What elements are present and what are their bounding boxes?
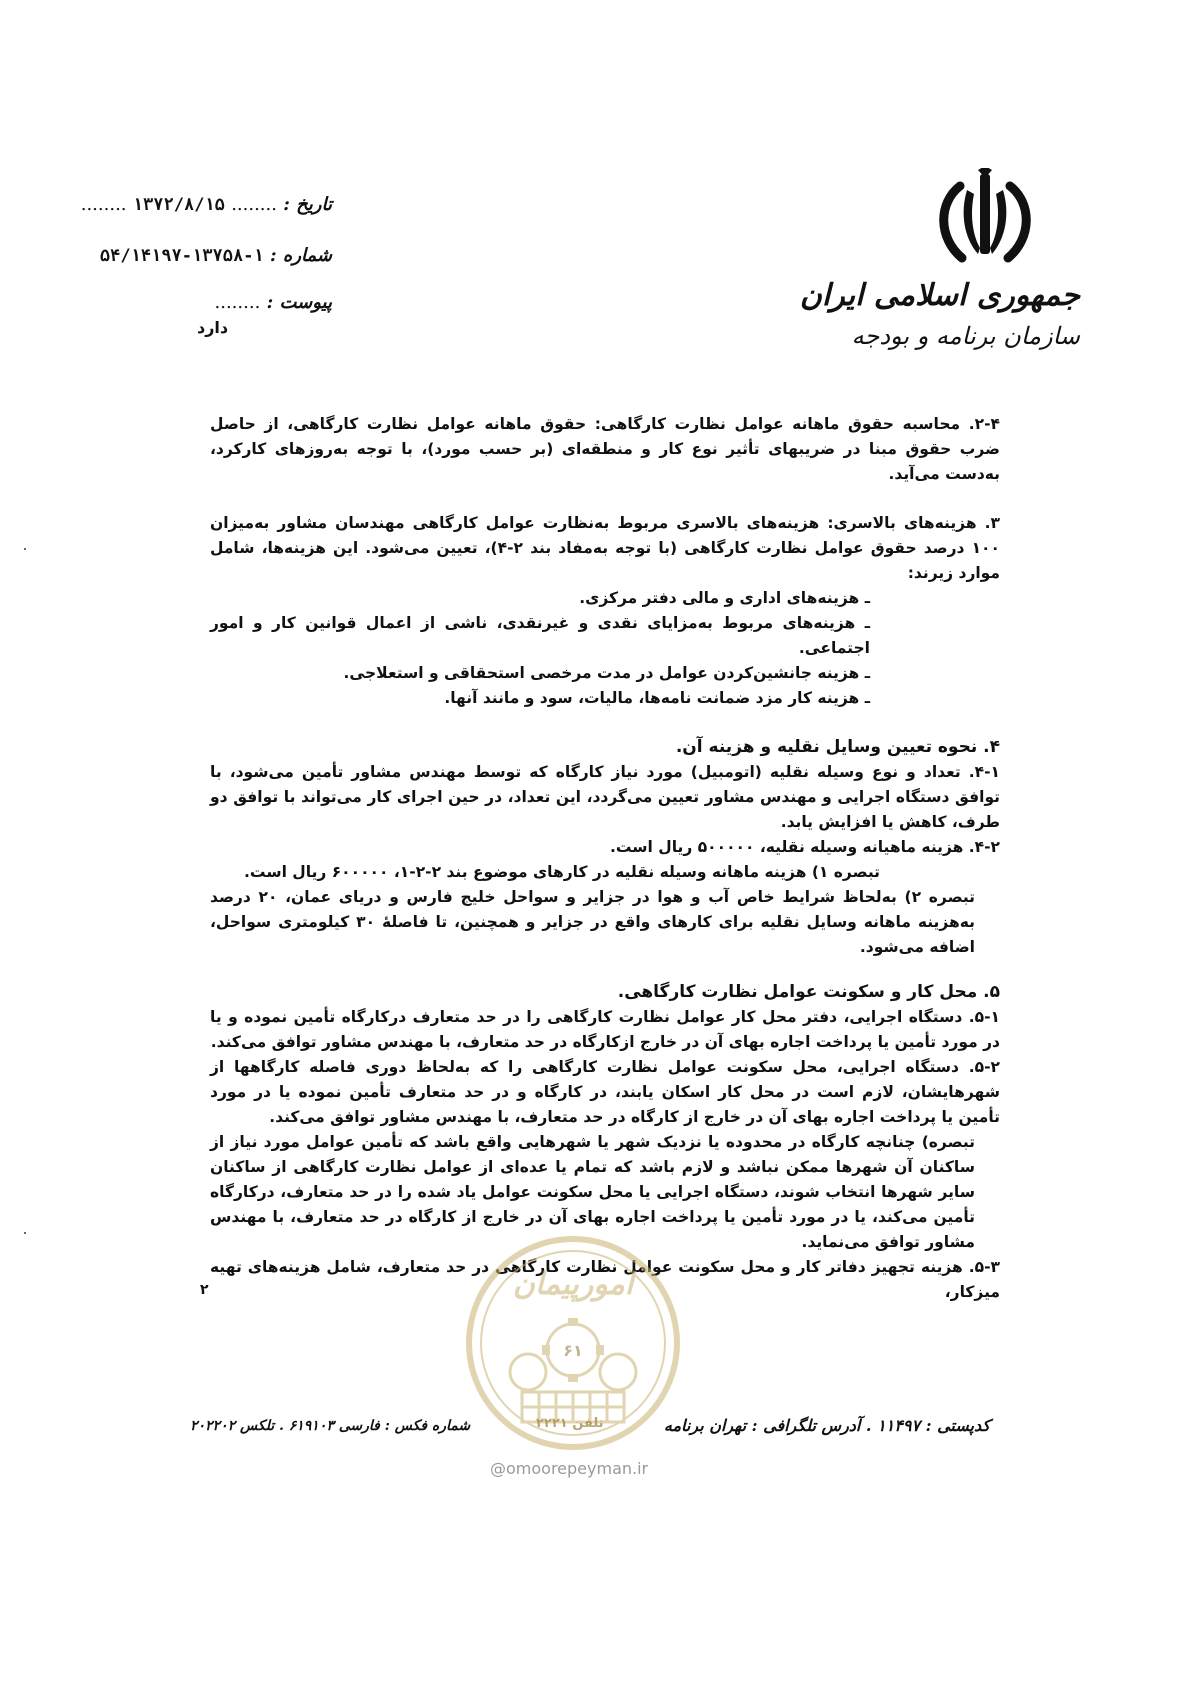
attachment-dots: ........: [214, 292, 261, 313]
document-body: [210, 412, 1000, 1305]
page-number: ۲: [200, 1282, 209, 1298]
date-dots-trail: ........: [80, 194, 127, 215]
section-3: [210, 511, 1000, 586]
list-item: ـ هزینه جانشین‌کردن عوامل در مدت مرخصی استحقاقی و استعلاجی.: [343, 664, 870, 682]
number-label: شماره :: [269, 245, 332, 266]
republic-name: جمهوری اسلامی ایران: [799, 278, 1080, 313]
section-5-1: ۵-۱. دستگاه اجرایی، دفتر محل کار عوامل نظارت کارگاهی را در حد متعارف درکارگاه تأمین نموده و یا در مورد تأمین یا پرداخت اجاره بهای آن در خارج ازکارگاه در حد متعارف، با مهندس مشاور توافق می‌کند.: [210, 1008, 1000, 1051]
attachment-label: پیوست :: [266, 292, 332, 313]
scan-mark: [24, 1232, 26, 1234]
list-item: ـ هزینه‌های مربوط به‌مزایای نقدی و غیرنقدی، ناشی از اعمال قوانین کار و امور اجتماعی.: [210, 614, 870, 657]
address-line: کدپستی : ۱۱۴۹۷ . آدرس تلگرافی : تهران برنامه: [663, 1416, 990, 1435]
section-5-3: ۵-۳. هزینه تجهیز دفاتر کار و محل سکونت عوامل نظارت کارگاهی در حد متعارف، شامل هزینه‌های تهیه میزکار،: [210, 1258, 1000, 1301]
section-3-title: ۳. هزینه‌های بالاسری:: [827, 514, 1000, 532]
section-5-note: تبصره) چنانچه کارگاه در محدوده یا نزدیک شهر یا شهرهایی واقع باشد که تأمین عوامل مورد نیاز از ساکنان آن شهرها ممکن نباشد و لازم باشد که تمام یا عده‌ای از عوامل نظارت کارگاهی از ساکنان سایر شهرها انتخاب شوند، دستگاه اجرایی یا محل سکونت عوامل یاد شده را در حد متعارف، درکارگاه تأمین می‌کند، یا در مورد تأمین یا پرداخت اجاره بهای آن در خارج از کارگاه در حد متعارف، با مهندس مشاور توافق می‌نماید.: [210, 1133, 975, 1251]
date-dots: ........: [231, 194, 277, 215]
section-4-2: ۴-۲. هزینه ماهیانه وسیله نقلیه، ۵۰۰۰۰۰ ریال است.: [610, 838, 1000, 856]
organization-name: سازمان برنامه و بودجه: [851, 322, 1080, 350]
scan-mark: [24, 548, 26, 550]
section-2-4-title: ۲-۴. محاسبه حقوق ماهانه عوامل نظارت کارگاهی:: [594, 415, 1000, 433]
iran-emblem-icon: [930, 168, 1040, 268]
number-row: [100, 245, 332, 266]
watermark: @omoorepeyman.ir: [490, 1459, 649, 1478]
number-value: ۱-۱۳۷۵۸-۵۴/۱۴۱۹۷: [99, 246, 264, 266]
section-4-heading: ۴. نحوه تعیین وسایل نقلیه و هزینه آن.: [675, 737, 1000, 757]
seal-text: امورپیمان: [512, 1267, 634, 1302]
seal-number: ۶۱: [563, 1341, 583, 1360]
date-row: [81, 194, 332, 215]
attachment-row: [215, 292, 332, 313]
section-5-heading: ۵. محل کار و سکونت عوامل نظارت کارگاهی.: [617, 982, 1000, 1002]
section-2-4: [210, 412, 1000, 487]
attachment-value: دارد: [197, 318, 229, 337]
section-3-text: هزینه‌های بالاسری مربوط به‌نظارت عوامل کارگاهی مهندسان مشاور به‌میزان ۱۰۰ درصد حقوق عوامل نظارت کارگاهی (با توجه به‌مفاد بند ۲-۴)، تعیین می‌شود. این هزینه‌ها، شامل موارد زیرند:: [210, 514, 1000, 582]
section-5-2: ۵-۲. دستگاه اجرایی، محل سکونت عوامل نظارت کارگاهی را که به‌لحاظ دوری فاصله کارگاهها از شهرهایشان، لازم است در محل کار اسکان یابند، در کارگاه و در حد متعارف تأمین نموده یا در مورد تأمین یا پرداخت اجاره بهای آن در خارج از کارگاه در حد متعارف، با مهندس مشاور توافق می‌کند.: [210, 1058, 1000, 1126]
date-label: تاریخ :: [283, 194, 332, 215]
section-4-note-2: تبصره ۲) به‌لحاظ شرایط خاص آب و هوا در جزایر و سواحل خلیج فارس و دریای عمان، ۲۰ درصد به‌هزینه ماهانه وسایل نقلیه برای کارهای واقع در جزایر و همچنین، تا فاصلهٔ ۳۰ کیلومتری سواحل، اضافه می‌شود.: [210, 888, 975, 956]
section-4-1: ۴-۱. تعداد و نوع وسیله نقلیه (اتومبیل) مورد نیاز کارگاه که توسط مهندس مشاور تأمین می‌شود، با توافق دستگاه اجرایی و مهندس مشاور تعیین می‌گردد، این تعداد، در حین اجرای کار می‌تواند با توافق دو طرف، کاهش یا افزایش یابد.: [210, 763, 1000, 831]
list-item: ـ هزینه‌های اداری و مالی دفتر مرکزی.: [579, 589, 870, 607]
section-4-note-1: تبصره ۱) هزینه ماهانه وسیله نقلیه در کارهای موضوع بند ۲-۲-۱، ۶۰۰۰۰۰ ریال است.: [244, 863, 880, 881]
date-value: ۱۳۷۲/۸/۱۵: [132, 195, 225, 215]
list-item: ـ هزینه کار مزد ضمانت نامه‌ها، مالیات، سود و مانند آنها.: [444, 689, 870, 707]
seal-phone: تلفن ۲۲۲۱: [536, 1416, 604, 1431]
fax-line: شماره فکس : فارسی ۶۱۹۱۰۳ . تلکس ۲۰۲۲۰۲: [190, 1418, 471, 1434]
section-2-4-text: حقوق ماهانه عوامل نظارت کارگاهی، از حاصل ضرب حقوق مبنا در ضریبهای تأثیر نوع کار و منطقه‌ای (بر حسب مورد)، با توجه به‌روزهای کارکرد، به‌دست می‌آید.: [210, 415, 1000, 483]
